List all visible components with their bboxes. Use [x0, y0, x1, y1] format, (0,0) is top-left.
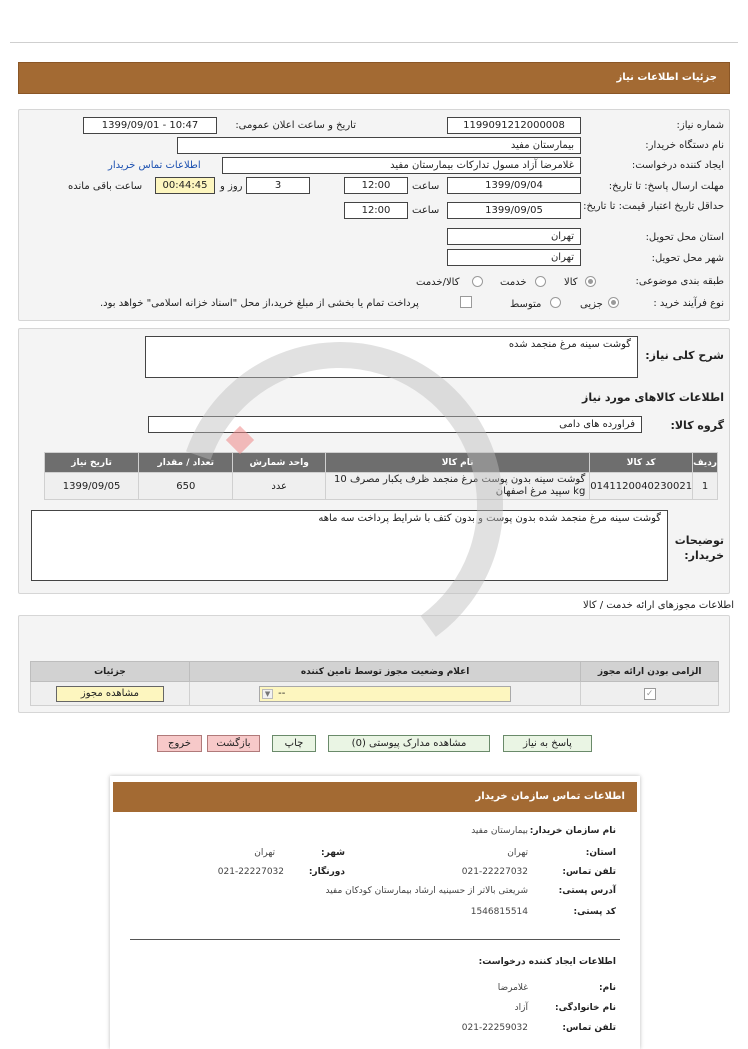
- col-row-number: ردیف: [693, 453, 718, 473]
- summary-label: شرح کلی نیاز:: [645, 349, 724, 362]
- creator-name-value: غلامرضا: [497, 983, 528, 993]
- purchase-option-medium: متوسط: [510, 299, 542, 310]
- creator-phone-label: تلفن تماس:: [562, 1023, 616, 1033]
- reply-button[interactable]: پاسخ به نیاز: [503, 735, 592, 752]
- contact-card-header: [113, 782, 637, 812]
- buyer-notes-label: توضیحات خریدار:: [674, 534, 724, 562]
- contact-card-title: اطلاعات تماس سازمان خریدار: [475, 791, 625, 802]
- reply-deadline-label: مهلت ارسال پاسخ: تا تاریخ:: [608, 181, 724, 192]
- col-need-date: تاریخ نیاز: [45, 453, 139, 473]
- exit-button[interactable]: خروج: [157, 735, 202, 752]
- category-option-both: کالا/خدمت: [416, 277, 460, 288]
- creator-family-label: نام خانوادگی:: [554, 1003, 616, 1013]
- need-date-cell: 1399/09/05: [45, 473, 139, 500]
- goods-group-label: گروه کالا:: [670, 419, 724, 432]
- price-date-field[interactable]: 1399/09/05: [447, 202, 581, 219]
- quantity-cell: 650: [139, 473, 233, 500]
- summary-textarea[interactable]: گوشت سینه مرغ منجمد شده: [145, 336, 638, 378]
- item-code-cell: 0141120040230021: [590, 473, 693, 500]
- page-title: جزئیات اطلاعات نیاز: [616, 72, 717, 83]
- purchase-radio-minor[interactable]: [608, 297, 619, 308]
- category-radio-service[interactable]: [535, 276, 546, 287]
- price-validity-label: حداقل تاریخ اعتبار قیمت: تا تاریخ:: [583, 201, 724, 212]
- buyer-org-field[interactable]: بیمارستان مفید: [177, 137, 581, 154]
- purchase-type-label: نوع فرآیند خرید :: [653, 298, 724, 309]
- col-permit-required: الزامی بودن ارائه مجوز: [581, 662, 719, 682]
- city-label: شهر محل تحویل:: [651, 253, 724, 264]
- permits-section-title: اطلاعات مجوزهای ارائه خدمت / کالا: [583, 600, 734, 611]
- items-table-header: [45, 453, 718, 473]
- permit-status-select[interactable]: [259, 686, 511, 702]
- top-divider: [10, 42, 738, 43]
- items-table: [44, 452, 718, 500]
- city-field[interactable]: تهران: [447, 249, 581, 266]
- contact-address-label: آدرس پستی:: [558, 886, 616, 896]
- announce-field[interactable]: 1399/09/01 - 10:47: [83, 117, 217, 134]
- contact-postal-value: 1546815514: [470, 907, 528, 917]
- unit-cell: عدد: [233, 473, 326, 500]
- permit-status-cell: [189, 682, 581, 706]
- days-field[interactable]: 3: [246, 177, 310, 194]
- back-button[interactable]: بازگشت: [207, 735, 260, 752]
- contact-city-label: شهر:: [321, 848, 345, 858]
- need-number-label: شماره نیاز:: [676, 120, 724, 131]
- contact-fax-value: 021-22227032: [217, 867, 284, 877]
- reply-time-field[interactable]: 12:00: [344, 177, 408, 194]
- price-time-field[interactable]: 12:00: [344, 202, 408, 219]
- creator-label: ایجاد کننده درخواست:: [631, 160, 724, 171]
- permit-required-checkbox[interactable]: ✓: [644, 688, 656, 700]
- treasury-payment-note: پرداخت تمام یا بخشی از مبلغ خرید،از محل "اسناد خزانه اسلامی" خواهد بود.: [100, 298, 419, 309]
- chevron-down-icon: ▼: [262, 689, 273, 699]
- goods-info-title: اطلاعات کالاهای مورد نیاز: [582, 391, 724, 404]
- contact-address-value: شریعتی بالاتر از حسینیه ارشاد بیمارستان کودکان مفید: [325, 886, 528, 896]
- col-unit: واحد شمارش: [233, 453, 326, 473]
- permit-status-select-value: --: [278, 687, 286, 699]
- reply-time-label: ساعت: [412, 181, 440, 192]
- permits-table-header: [31, 662, 719, 682]
- contact-province-label: استان:: [585, 848, 616, 858]
- buyer-contact-card: [110, 776, 640, 1049]
- contact-postal-label: کد پستی:: [573, 907, 616, 917]
- permits-table: [30, 661, 719, 706]
- category-radio-both[interactable]: [472, 276, 483, 287]
- item-name-cell: گوشت سینه بدون پوست مرغ منجمد ظرف یکبار مصرف 10 kg سپید مرغ اصفهان: [325, 473, 589, 500]
- creator-phone-value: 021-22259032: [461, 1023, 528, 1033]
- col-item-code: کد کالا: [590, 453, 693, 473]
- view-permit-button[interactable]: مشاهده مجوز: [56, 686, 164, 702]
- creator-name-label: نام:: [599, 983, 616, 993]
- need-number-field[interactable]: 1199091212000008: [447, 117, 581, 134]
- creator-family-value: آزاد: [514, 1003, 528, 1013]
- table-row: [31, 682, 719, 706]
- treasury-payment-checkbox[interactable]: [460, 296, 472, 308]
- goods-group-field[interactable]: فراورده های دامی: [148, 416, 642, 433]
- province-label: استان محل تحویل:: [645, 232, 724, 243]
- category-label: طبقه بندی موضوعی:: [635, 276, 724, 287]
- announce-label: تاریخ و ساعت اعلان عمومی:: [235, 120, 356, 131]
- buyer-org-label: نام دستگاه خریدار:: [645, 140, 724, 151]
- reply-date-field[interactable]: 1399/09/04: [447, 177, 581, 194]
- permit-details-cell: [31, 682, 190, 706]
- purchase-option-minor: جزیی: [580, 299, 603, 310]
- buyer-notes-textarea[interactable]: گوشت سینه مرغ منجمد شده بدون پوست و بدون کتف با شرایط پرداخت سه ماهه: [31, 510, 668, 581]
- print-button[interactable]: چاپ: [272, 735, 316, 752]
- price-time-label: ساعت: [412, 205, 440, 216]
- col-permit-details: جزئیات: [31, 662, 190, 682]
- creator-field[interactable]: غلامرضا آزاد مسول تدارکات بیمارستان مفید: [222, 157, 581, 174]
- contact-province-value: تهران: [507, 848, 528, 858]
- category-radio-goods[interactable]: [585, 276, 596, 287]
- creator-section-title: اطلاعات ایجاد کننده درخواست:: [478, 957, 616, 967]
- contact-fax-label: دورنگار:: [308, 867, 345, 877]
- col-quantity: تعداد / مقدار: [139, 453, 233, 473]
- permit-required-cell: [581, 682, 719, 706]
- contact-divider: [130, 939, 620, 940]
- category-option-service: خدمت: [500, 277, 527, 288]
- attachments-button[interactable]: مشاهده مدارک پیوستی (0): [328, 735, 490, 752]
- contact-org-value: بیمارستان مفید: [471, 826, 528, 836]
- page-header: [18, 62, 730, 94]
- remaining-time-field[interactable]: 00:44:45: [155, 177, 215, 194]
- category-option-goods: کالا: [564, 277, 578, 288]
- contact-phone-label: تلفن تماس:: [562, 867, 616, 877]
- row-number-cell: 1: [693, 473, 718, 500]
- contact-org-label: نام سازمان خریدار:: [529, 826, 616, 836]
- remaining-label: ساعت باقی مانده: [68, 181, 143, 192]
- col-item-name: نام کالا: [325, 453, 589, 473]
- purchase-radio-medium[interactable]: [550, 297, 561, 308]
- col-permit-status: اعلام وضعیت مجوز توسط تامین کننده: [189, 662, 581, 682]
- contact-phone-value: 021-22227032: [461, 867, 528, 877]
- buyer-contact-link[interactable]: اطلاعات تماس خریدار: [108, 160, 201, 171]
- table-row: [45, 473, 718, 500]
- province-field[interactable]: تهران: [447, 228, 581, 245]
- days-label: روز و: [220, 181, 243, 192]
- contact-city-value: تهران: [254, 848, 275, 858]
